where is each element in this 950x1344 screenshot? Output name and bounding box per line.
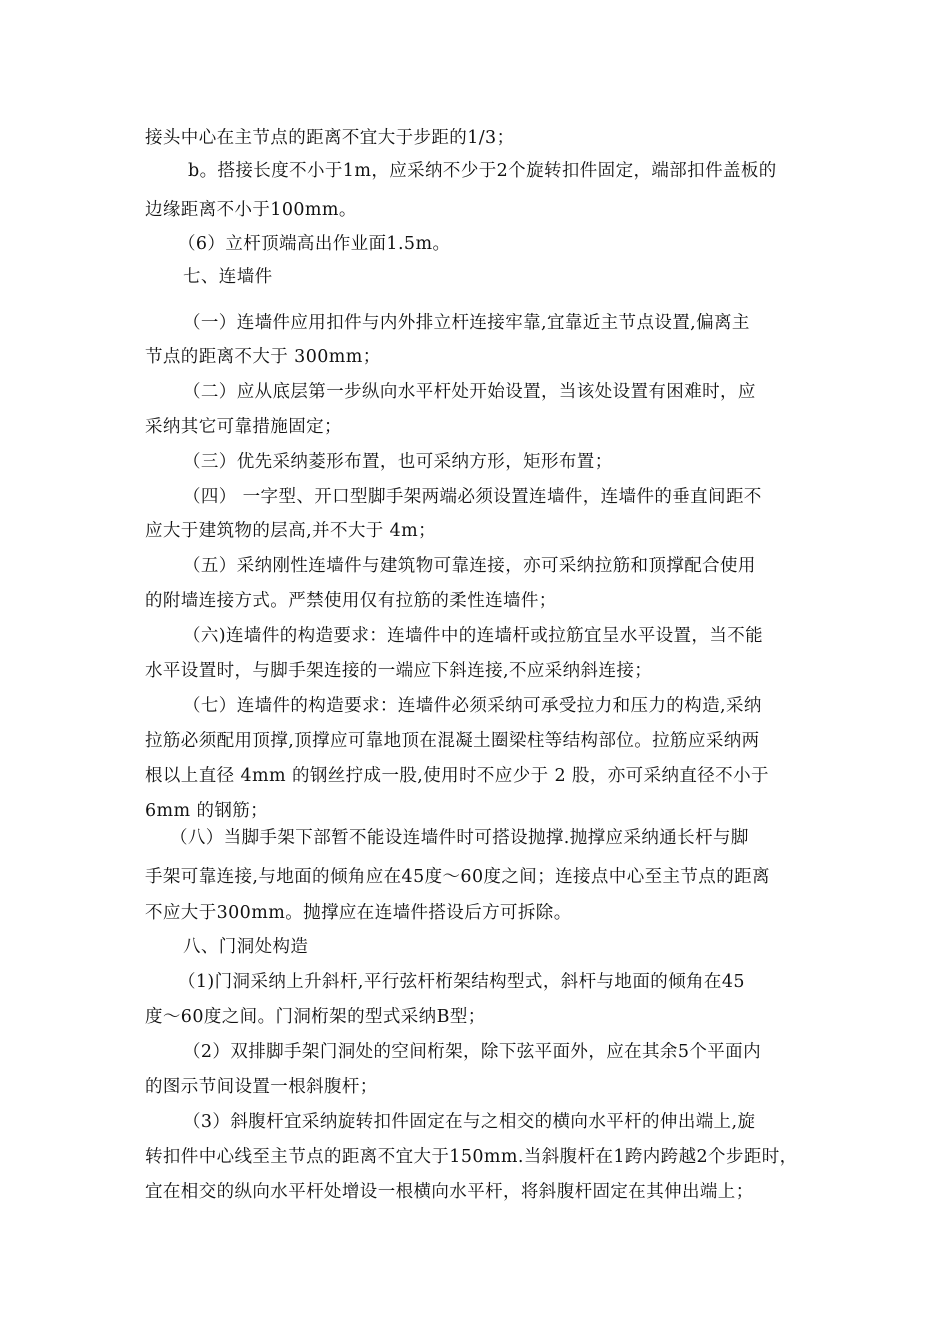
- text-line: （三）优先采纳菱形布置，也可采纳方形，矩形布置；: [183, 452, 613, 472]
- text-line: 采纳其它可靠措施固定；: [145, 417, 342, 437]
- text-line: 不应大于300mm。抛撑应在连墙件搭设后方可拆除。: [145, 903, 572, 923]
- text-line: 转扣件中心线至主节点的距离不宜大于150mm.当斜腹杆在1跨内跨越2个步距时，: [145, 1147, 798, 1167]
- text-line: （3）斜腹杆宜采纳旋转扣件固定在与之相交的横向水平杆的伸出端上,旋: [183, 1112, 756, 1132]
- text-line: （八）当脚手架下部暂不能设连墙件时可搭设抛撑.抛撑应采纳通长杆与脚: [170, 828, 749, 848]
- section-heading: 七、连墙件: [183, 267, 273, 287]
- text-line: b。搭接长度不小于1m，应采纳不少于2个旋转扣件固定，端部扣件盖板的: [188, 161, 777, 181]
- text-line: 宜在相交的纵向水平杆处增设一根横向水平杆，将斜腹杆固定在其伸出端上；: [145, 1182, 754, 1202]
- text-line: （五）采纳刚性连墙件与建筑物可靠连接，亦可采纳拉筋和顶撑配合使用: [183, 556, 756, 576]
- text-line: 6mm 的钢筋；: [145, 801, 269, 821]
- text-line: 水平设置时，与脚手架连接的一端应下斜连接,不应采纳斜连接；: [145, 661, 653, 681]
- text-line: （二）应从底层第一步纵向水平杆处开始设置，当该处设置有困难时，应: [183, 382, 756, 402]
- text-line: 节点的距离不大于 300mm；: [145, 347, 381, 367]
- text-line: （6）立杆顶端高出作业面1.5m。: [178, 234, 451, 254]
- text-line: 边缘距离不小于100mm。: [145, 200, 357, 220]
- text-line: 拉筋必须配用顶撑,顶撑应可靠地顶在混凝土圈梁柱等结构部位。拉筋应采纳两: [145, 731, 760, 751]
- text-line: 应大于建筑物的层高,并不大于 4m；: [145, 521, 437, 541]
- text-line: 手架可靠连接,与地面的倾角应在45度～60度之间；连接点中心至主节点的距离: [145, 867, 770, 887]
- text-line: 接头中心在主节点的距离不宜大于步距的1/3；: [145, 128, 515, 148]
- text-line: （四） 一字型、开口型脚手架两端必须设置连墙件，连墙件的垂直间距不: [183, 487, 762, 507]
- text-line: 根以上直径 4mm 的钢丝拧成一股,使用时不应少于 2 股，亦可采纳直径不小于: [145, 766, 769, 786]
- text-line: 度～60度之间。门洞桁架的型式采纳B型；: [145, 1007, 486, 1027]
- text-line: （2）双排脚手架门洞处的空间桁架，除下弦平面外，应在其余5个平面内: [183, 1042, 761, 1062]
- text-line: （六)连墙件的构造要求：连墙件中的连墙杆或拉筋宜呈水平设置，当不能: [183, 626, 764, 646]
- text-line: （一）连墙件应用扣件与内外排立杆连接牢靠,宜靠近主节点设置,偏离主: [183, 313, 750, 333]
- text-line: （1)门洞采纳上升斜杆,平行弦杆桁架结构型式，斜杆与地面的倾角在45: [178, 972, 745, 992]
- section-heading: 八、门洞处构造: [183, 937, 309, 957]
- text-line: 的图示节间设置一根斜腹杆；: [145, 1077, 378, 1097]
- text-line: 的附墙连接方式。严禁使用仅有拉筋的柔性连墙件；: [145, 591, 557, 611]
- text-line: （七）连墙件的构造要求：连墙件必须采纳可承受拉力和压力的构造,采纳: [183, 696, 762, 716]
